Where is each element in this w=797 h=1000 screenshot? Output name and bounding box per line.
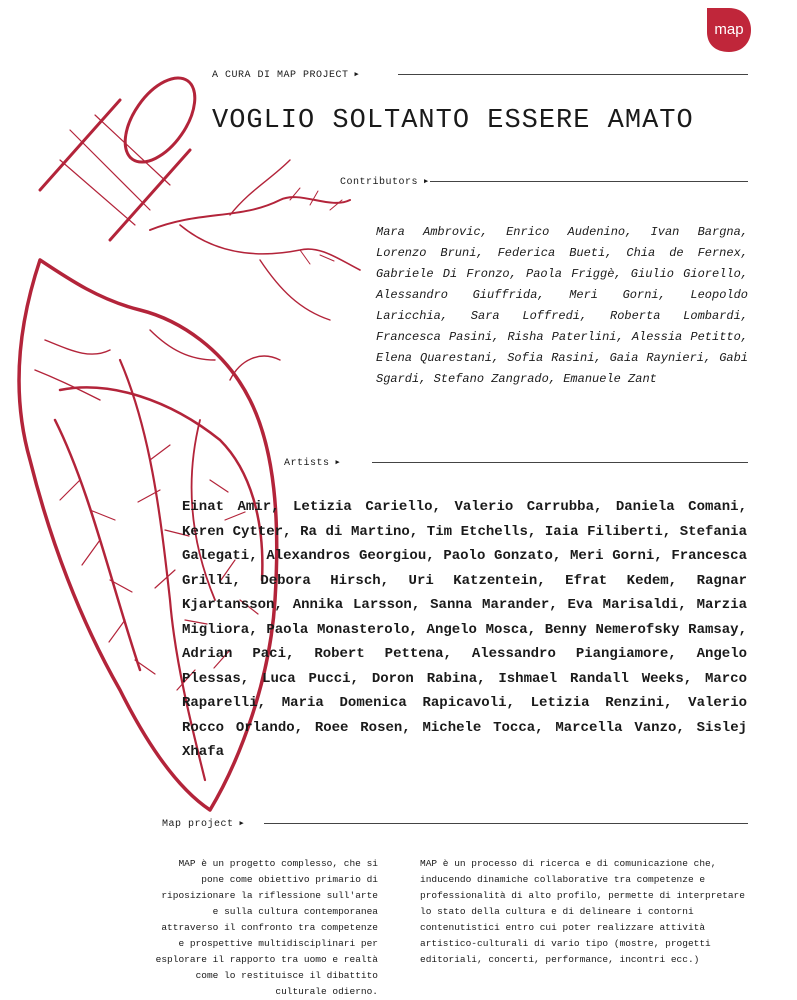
artists-label: [284, 458, 340, 469]
contributors-label-text: Contributors: [340, 177, 419, 188]
arrow-right-icon: ▶: [354, 71, 360, 79]
curator-label-text: A CURA DI MAP PROJECT: [212, 70, 349, 81]
arrow-right-icon: ▶: [335, 459, 341, 467]
divider: [372, 462, 748, 463]
divider: [264, 823, 748, 824]
contributors-list: Mara Ambrovic, Enrico Audenino, Ivan Bargna, Lorenzo Bruni, Federica Bueti, Chia de Fernex, Gabriele Di Fronzo, Paola Friggè, Giulio Giorello, Alessandro Giuffrida, Meri Gorni, Leopoldo Laricchia, Sara Loffredi, Roberta Lombardi, Francesca Pasini, Risha Paterlini, Alessia Petitto, Elena Quarestani, Sofia Rasini, Gaia Raynieri, Gabi Sgardi, Stefano Zangrado, Emanuele Zant: [376, 225, 748, 386]
map-project-label: [162, 819, 244, 830]
curator-label: [212, 70, 359, 81]
map-logo: [705, 6, 753, 54]
arrow-right-icon: ▶: [424, 178, 429, 186]
map-logo-text: map: [714, 21, 744, 38]
arrow-right-icon: ▶: [239, 820, 245, 828]
artists-list: Einat Amir, Letizia Cariello, Valerio Carrubba, Daniela Comani, Keren Cytter, Ra di Martino, Tim Etchells, Iaia Filiberti, Stefania Galegati, Alexandros Georgiou, Paolo Gonzato, Meri Gorni, Francesca Grilli, Debora Hirsch, Uri Katzentein, Efrat Kedem, Ragnar Kjartansson, Annika Larsson, Sanna Marander, Eva Marisaldi, Marzia Migliora, Paola Monasterolo, Angelo Mosca, Benny Nemerofsky Ramsay, Adrian Paci, Robert Pettena, Alessandro Piangiamore, Angelo Plessas, Luca Pucci, Doron Rabina, Ishmael Randall Weeks, Marco Raparelli, Maria Domenica Rapicavoli, Letizia Renzini, Valerio Rocco Orlando, Roee Rosen, Michele Tocca, Marcella Vanzo, Sislej Xhafa: [182, 499, 747, 760]
map-project-description-right: MAP è un processo di ricerca e di comunicazione che, inducendo dinamiche collaborative tra competenze e professionalità di alto profilo, permette di interpretare lo stato della cultura e di delineare i contorni contenutistici entro cui poter realizzare attività artistico-culturali di vario tipo (mostre, progetti editoriali, concerti, performance, incontri ecc.): [420, 858, 745, 965]
map-project-description-left: MAP è un progetto complesso, che si pone come obiettivo primario di riposizionare la riflessione sull'arte e sulla cultura contemporanea attraverso il confronto tra competenze e prospettive multidisciplinari per esplorare il rapporto tra uomo e realtà come lo restituisce il dibattito culturale odierno.: [155, 858, 378, 997]
map-project-label-text: Map project: [162, 819, 234, 830]
contributors-label: [340, 177, 429, 188]
page-title: VOGLIO SOLTANTO ESSERE AMATO: [212, 106, 694, 136]
divider: [398, 74, 748, 75]
artists-label-text: Artists: [284, 458, 330, 469]
divider: [430, 181, 748, 182]
